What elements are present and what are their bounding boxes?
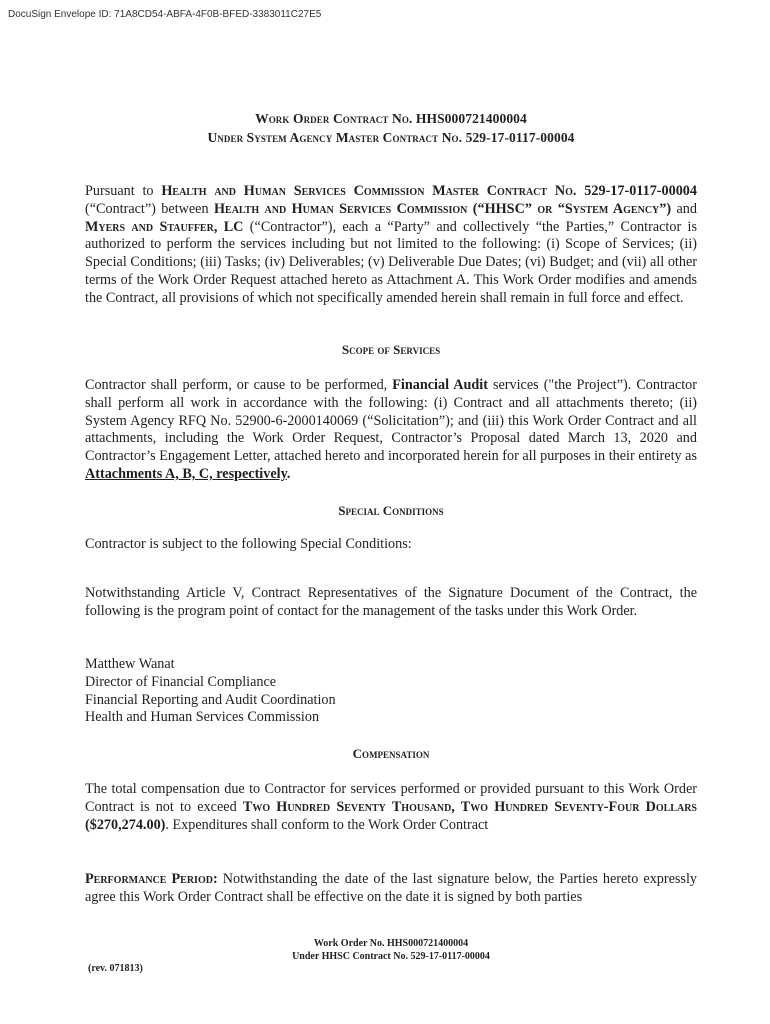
compensation-heading: Compensation xyxy=(352,746,430,761)
contact-title: Director of Financial Compliance xyxy=(85,673,277,690)
special-conditions-intro: Contractor is subject to the following Special Conditions: xyxy=(85,536,412,552)
contact-organization: Health and Human Services Commission xyxy=(85,709,320,726)
envelope-id: DocuSign Envelope ID: 71A8CD54-ABFA-4F0B-BFED-3383011C27E5 xyxy=(8,9,322,20)
footer-work-order: Work Order No. HHS000721400004 xyxy=(313,938,469,949)
intro-paragraph: Pursuant to Health and Human Services Commission Master Contract No. 529-17-0117-00004 (“Contract”) between Health and Human Services Commission (“HHSC” or “System Agency”) and Myers and Stauffer, LC (“Contractor”), each a “Party” and collectively “the Parties,” Contractor is authorized to perform the services including but not limited to the following: (i) Scope of Services; (ii) Special Conditions; (iii) Tasks; (iv) Deliverables; (v) Deliverable Due Dates; (vi) Budget; and (vii) all other terms of the Work Order Request attached hereto as Attachment A. This Work Order modifies and amends the Contract, all provisions of which not specifically amended herein shall remain in full force and effect. xyxy=(85,183,697,306)
contact-block xyxy=(85,656,697,727)
title-line-1: Work Order Contract No. HHS000721400004 xyxy=(255,111,527,126)
footer-contract: Under HHSC Contract No. 529-17-0117-00004 xyxy=(292,951,490,962)
title-line-2: Under System Agency Master Contract No. 529-17-0117-00004 xyxy=(207,130,575,145)
scope-paragraph: Contractor shall perform, or cause to be performed, Financial Audit services ("the Project”). Contractor shall perform all work in accordance with the following: (i) Contract and all attachments thereto; (ii) System Agency RFQ No. 52900-6-2000140069 (“Solicitation”); and (iii) this Work Order Contract and all attachments, including the Work Order Request, Contractor’s Proposal dated March 13, 2020 and Contractor’s Engagement Letter, attached hereto and incorporated herein for all purposes in their entirety as Attachments A, B, C, respectively. xyxy=(85,377,698,482)
revision-note: (rev. 071813) xyxy=(88,963,143,974)
special-conditions-heading: Special Conditions xyxy=(338,503,444,518)
performance-period-paragraph: Performance Period: Notwithstanding the date of the last signature below, the Parties hereto expressly agree this Work Order Contract shall be effective on the date it is signed by both parties xyxy=(85,871,697,905)
compensation-paragraph: The total compensation due to Contractor for services performed or provided pursuant to this Work Order Contract is not to exceed Two Hundred Seventy Thousand, Two Hundred Seventy-Four Dollars ($270,274.00). Expenditures shall conform to the Work Order Contract xyxy=(85,781,697,833)
contact-name: Matthew Wanat xyxy=(85,656,175,672)
contact-paragraph: Notwithstanding Article V, Contract Representatives of the Signature Document of the Contract, the following is the program point of contact for the management of the tasks under this Work Order. xyxy=(85,585,697,619)
contact-department: Financial Reporting and Audit Coordination xyxy=(85,691,336,708)
scope-heading: Scope of Services xyxy=(341,342,441,357)
page-footer xyxy=(85,937,697,963)
